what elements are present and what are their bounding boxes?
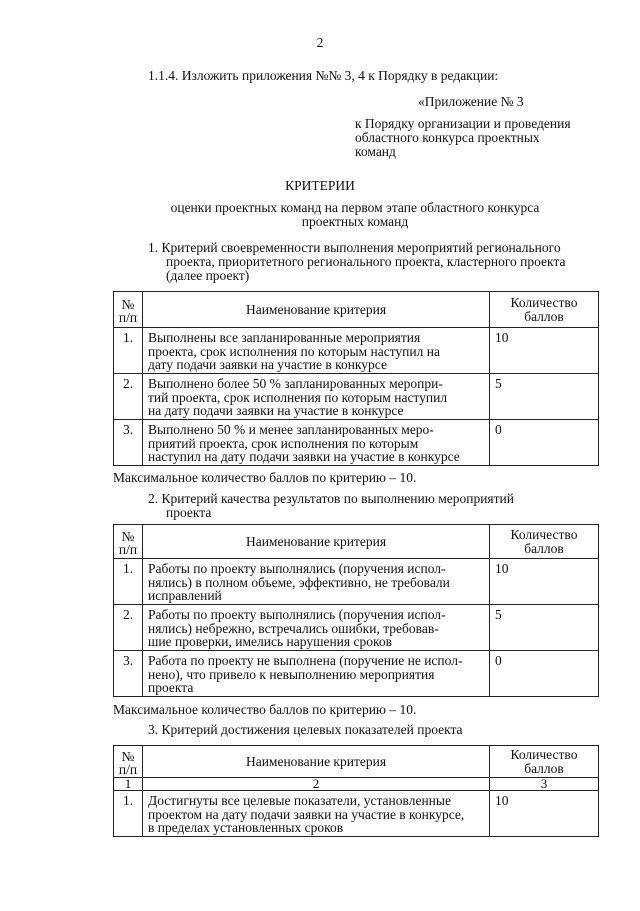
col-num-header: № bbox=[121, 528, 135, 544]
criterion-3-table bbox=[113, 745, 599, 837]
appendix-line: областного конкурса проектных bbox=[355, 130, 540, 145]
col-score-header: баллов bbox=[524, 760, 564, 776]
criterion-2-max: Максимальное количество баллов по критерию – 10. bbox=[113, 702, 417, 717]
row-score: 10 bbox=[490, 791, 599, 837]
col-score-header: Количество bbox=[510, 747, 578, 762]
row-text: Работы по проекту выполнялись (поручения испол- нялись) небрежно, встречались ошибки, требовав- шие проверки, имелись нарушения сроков bbox=[143, 605, 490, 651]
criterion-1-title: проекта, приоритетного регионального проекта, кластерного проекта bbox=[166, 254, 566, 269]
row-num: 1. bbox=[114, 791, 143, 837]
criterion-2-table bbox=[113, 524, 599, 697]
row-text: Выполнены все запланированные мероприятия проекта, срок исполнения по которым наступил на дату подачи заявки на участие в конкурсе bbox=[143, 328, 490, 374]
criterion-2-title: проекта bbox=[166, 505, 212, 520]
criterion-3-title: 3. Критерий достижения целевых показателей проекта bbox=[148, 722, 463, 737]
table-header-row bbox=[114, 525, 599, 559]
intro-paragraph: 1.1.4. Изложить приложения №№ 3, 4 к Порядку в редакции: bbox=[148, 68, 499, 83]
col-score-header: баллов bbox=[524, 308, 564, 324]
table-row bbox=[114, 605, 599, 651]
appendix-line: к Порядку организации и проведения bbox=[355, 116, 571, 131]
col-name-header: Наименование критерия bbox=[143, 746, 490, 778]
table-row bbox=[114, 420, 599, 466]
criterion-2-title: 2. Критерий качества результатов по выполнению мероприятий bbox=[148, 491, 514, 506]
row-text: Выполнено более 50 % запланированных меропри- тий проекта, срок исполнения по которым наступил на дату подачи заявки на участие в конкурсе bbox=[143, 374, 490, 420]
table-row bbox=[114, 559, 599, 605]
col-num-header: п/п bbox=[118, 542, 138, 557]
criterion-1-title: 1. Критерий своевременности выполнения мероприятий регионального bbox=[148, 240, 561, 255]
col-index: 2 bbox=[143, 778, 490, 791]
row-score: 5 bbox=[490, 374, 599, 420]
col-score-header: Количество bbox=[510, 527, 578, 542]
document-subheading: оценки проектных команд на первом этапе областного конкурса bbox=[170, 200, 540, 215]
col-score-header: Количество bbox=[510, 295, 578, 310]
col-name-header: Наименование критерия bbox=[143, 525, 490, 559]
col-num-header: № bbox=[121, 748, 135, 764]
row-text: Выполнено 50 % и менее запланированных меро- приятий проекта, срок исполнения по которым наступил на дату подачи заявки на участие в конкурсе bbox=[143, 420, 490, 466]
row-num: 3. bbox=[114, 651, 143, 697]
table-row bbox=[114, 791, 599, 837]
row-num: 2. bbox=[114, 605, 143, 651]
criterion-1-max: Максимальное количество баллов по критерию – 10. bbox=[113, 470, 417, 485]
col-index: 1 bbox=[114, 778, 143, 791]
row-text: Достигнуты все целевые показатели, установленные проектом на дату подачи заявки на участие в конкурсе, в пределах установленных сроков bbox=[143, 791, 490, 837]
document-heading: КРИТЕРИИ bbox=[285, 178, 355, 193]
appendix-line: команд bbox=[355, 144, 396, 159]
row-score: 0 bbox=[490, 651, 599, 697]
column-index-row bbox=[114, 778, 599, 791]
row-score: 10 bbox=[490, 328, 599, 374]
row-num: 1. bbox=[114, 559, 143, 605]
row-score: 5 bbox=[490, 605, 599, 651]
col-index: 3 bbox=[490, 778, 599, 791]
row-text: Работы по проекту выполнялись (поручения испол- нялись) в полном объеме, эффективно, не требовали исправлений bbox=[143, 559, 490, 605]
row-score: 0 bbox=[490, 420, 599, 466]
row-text: Работа по проекту не выполнена (поручение не испол- нено), что привело к невыполнению мероприятия проекта bbox=[143, 651, 490, 697]
col-num-header: п/п bbox=[118, 310, 138, 325]
col-num-header: п/п bbox=[118, 762, 138, 777]
col-name-header: Наименование критерия bbox=[143, 292, 490, 328]
table-row bbox=[114, 651, 599, 697]
table-header-row bbox=[114, 292, 599, 328]
col-score-header: баллов bbox=[524, 540, 564, 556]
document-subheading: проектных команд bbox=[301, 214, 409, 229]
appendix-title: «Приложение № 3 bbox=[418, 94, 524, 109]
table-row bbox=[114, 374, 599, 420]
row-num: 2. bbox=[114, 374, 143, 420]
col-num-header: № bbox=[121, 296, 135, 312]
table-row bbox=[114, 328, 599, 374]
page-number: 2 bbox=[316, 35, 324, 50]
row-score: 10 bbox=[490, 559, 599, 605]
row-num: 1. bbox=[114, 328, 143, 374]
table-header-row bbox=[114, 746, 599, 778]
criterion-1-title: (далее проект) bbox=[166, 268, 250, 283]
criterion-1-table bbox=[113, 291, 599, 466]
row-num: 3. bbox=[114, 420, 143, 466]
